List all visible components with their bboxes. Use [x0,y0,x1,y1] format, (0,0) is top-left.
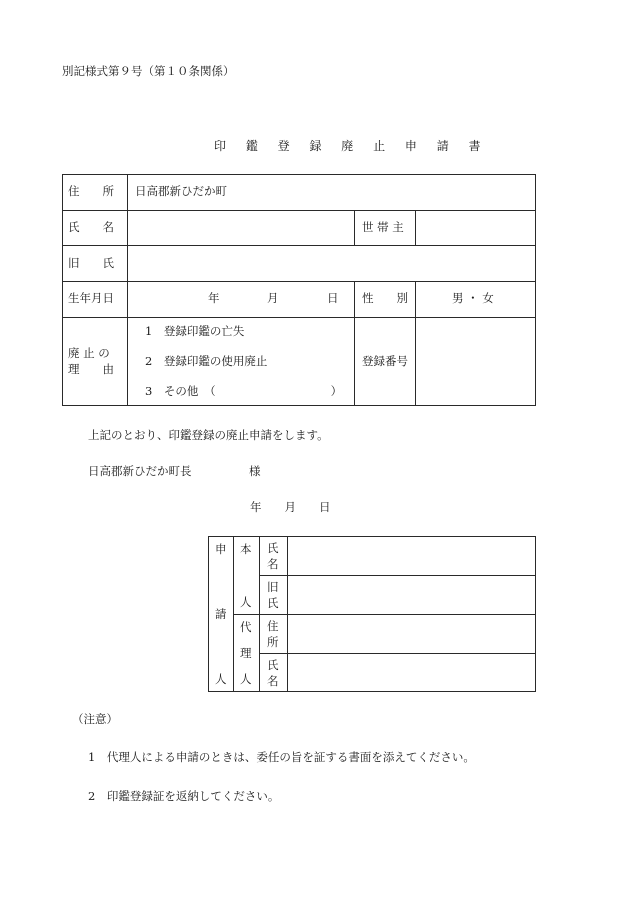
proxy-name-char-2: 名 [267,674,279,688]
principal-oldname-char-2: 氏 [267,596,279,610]
principal-name-char-1: 氏 [267,541,279,555]
reason-item-discontinued: 2 登録印鑑の使用廃止 [145,354,268,368]
applicant-char-2: 請 [215,607,227,621]
reason-label-line1: 廃 止 の [68,346,110,360]
principal-oldname-char-1: 旧 [267,580,279,594]
form-label: 別記様式第９号（第１０条関係） [62,64,235,78]
address-value: 日高郡新ひだか町 [135,184,227,198]
addressee-text: 日高郡新ひだか町長 様 [88,464,261,478]
note-item-proxy: 1 代理人による申請のときは、委任の旨を証する書面を添えてください。 [88,750,475,764]
address-label: 住 所 [68,184,114,198]
page-title: 印 鑑 登 録 廃 止 申 請 書 [214,139,489,153]
household-head-label: 世 帯 主 [362,220,404,234]
birth-year-label: 年 [208,291,220,305]
principal-name-char-2: 名 [267,557,279,571]
name-label: 氏 名 [68,220,114,234]
registration-number-label: 登録番号 [362,354,408,368]
reason-item-other: 3 その他 （ ） [145,384,343,398]
sex-label: 性 別 [362,291,408,305]
note-item-return-card: 2 印鑑登録証を返納してください。 [88,789,280,803]
sex-options: 男 ・ 女 [452,291,494,305]
proxy-char-1: 代 [240,620,252,634]
old-name-label: 旧 氏 [68,256,114,270]
application-date: 年 月 日 [250,500,331,514]
proxy-address-char-1: 住 [267,619,279,633]
declaration-text: 上記のとおり、印鑑登録の廃止申請をします。 [88,428,329,442]
birthdate-label: 生年月日 [68,291,114,305]
reason-item-lost: 1 登録印鑑の亡失 [145,324,245,338]
birth-month-label: 月 [267,291,279,305]
reason-label-line2: 理 由 [68,362,114,376]
proxy-char-2: 理 [240,646,252,660]
applicant-char-3: 人 [215,672,227,686]
applicant-char-1: 申 [215,542,227,556]
proxy-address-char-2: 所 [267,635,279,649]
principal-char-2: 人 [240,595,252,609]
birth-day-label: 日 [327,291,339,305]
principal-char-1: 本 [240,542,252,556]
proxy-name-char-1: 氏 [267,658,279,672]
proxy-char-3: 人 [240,672,252,686]
notes-heading: （注意） [72,712,118,726]
